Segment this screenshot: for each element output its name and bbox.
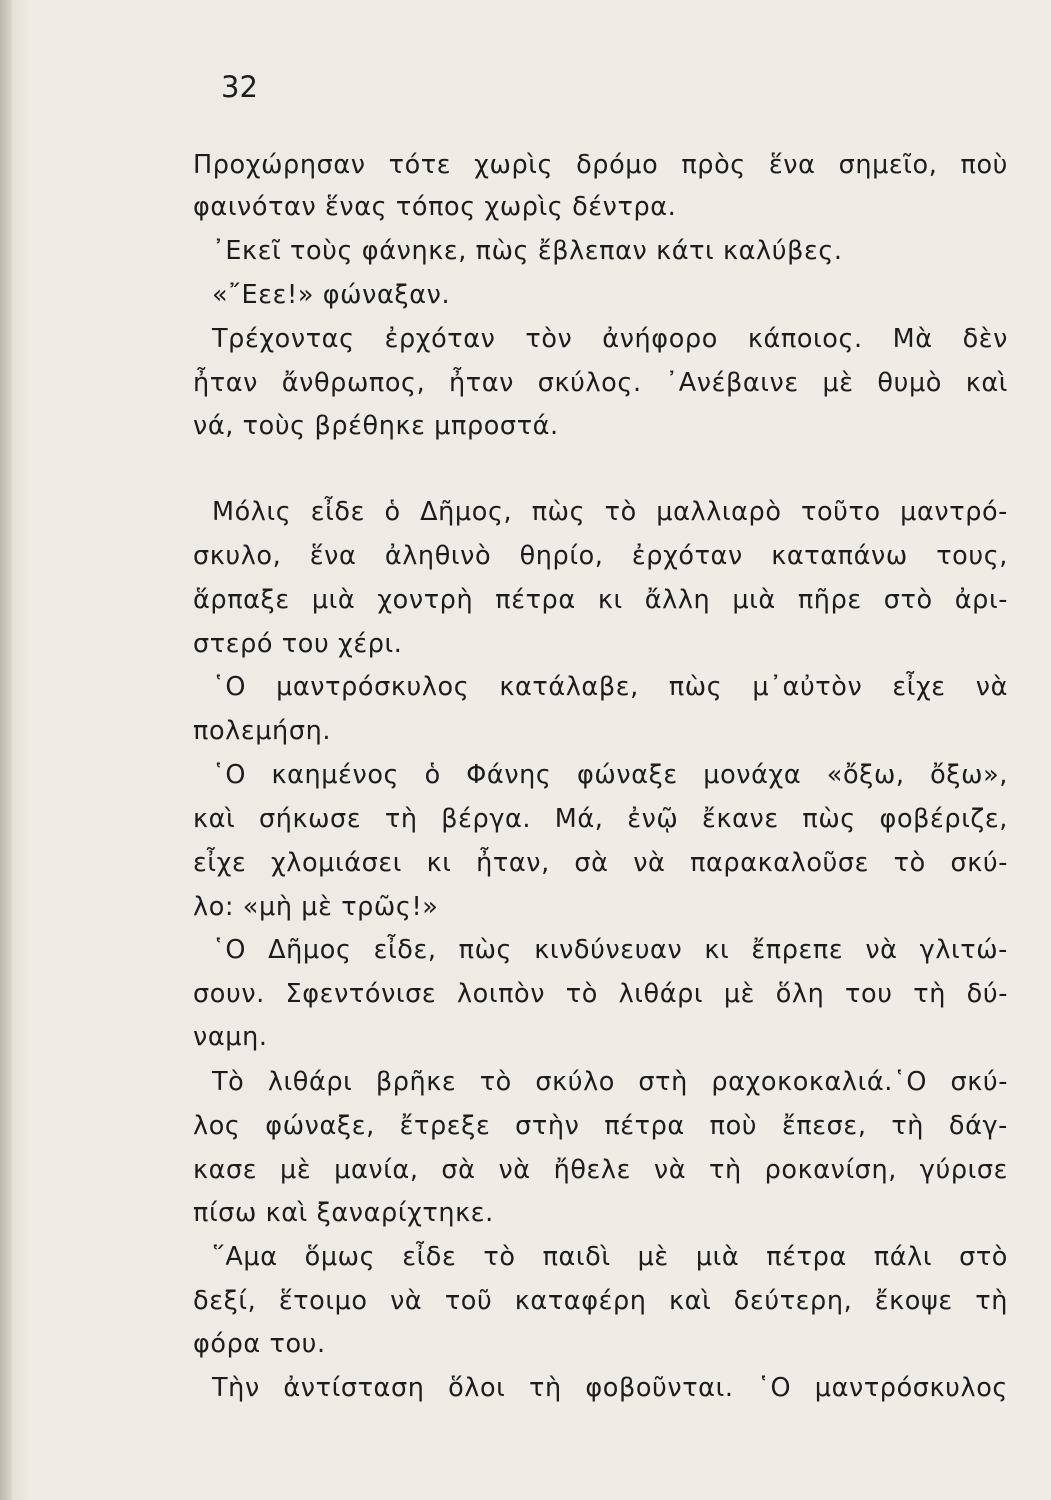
- text-line: πίσω καὶ ξαναρίχτηκε.: [193, 1198, 494, 1228]
- text-line: εἶχε χλομιάσει κι ἦταν, σὰ νὰ παρακαλοῦσε τὸ σκύ-: [193, 848, 1008, 878]
- page-number: 32: [221, 70, 258, 104]
- text-line: Μόλις εἶδε ὁ Δῆμος, πὼς τὸ μαλλιαρὸ τοῦτο μαντρό-: [212, 497, 1008, 527]
- text-line: Τὴν ἀντίσταση ὅλοι τὴ φοβοῦνται. ῾Ο μαντρόσκυλος: [212, 1373, 1008, 1403]
- text-line: ῞Αμα ὅμως εἶδε τὸ παιδὶ μὲ μιὰ πέτρα πάλι στὸ: [212, 1242, 1008, 1272]
- text-line: ναμη.: [193, 1022, 268, 1052]
- text-line: ῾Ο καημένος ὁ Φάνης φώναξε μονάχα «ὄξω, ὄξω»,: [212, 760, 1008, 790]
- text-line: Τὸ λιθάρι βρῆκε τὸ σκύλο στὴ ραχοκοκαλιά.῾Ο σκύ-: [212, 1067, 1008, 1097]
- text-line: ἦταν ἄνθρωπος, ἦταν σκύλος. ᾿Ανέβαινε μὲ θυμὸ καὶ: [193, 368, 1008, 398]
- text-line: κασε μὲ μανία, σὰ νὰ ἤθελε νὰ τὴ ροκανίση, γύρισε: [193, 1155, 1008, 1185]
- text-line: ῾Ο Δῆμος εἶδε, πὼς κινδύνευαν κι ἔπρεπε νὰ γλιτώ-: [212, 935, 1008, 965]
- text-line: Τρέχοντας ἐρχόταν τὸν ἀνήφορο κάποιος. Μὰ δὲν: [212, 324, 1008, 354]
- text-line: ἅρπαξε μιὰ χοντρὴ πέτρα κι ἄλλη μιὰ πῆρε στὸ ἀρι-: [193, 585, 1008, 615]
- text-line: καὶ σήκωσε τὴ βέργα. Μά, ἐνῷ ἔκανε πὼς φοβέριζε,: [193, 804, 1008, 834]
- text-line: λος φώναξε, ἔτρεξε στὴν πέτρα ποὺ ἔπεσε, τὴ δάγ-: [193, 1111, 1008, 1141]
- text-line: στερό του χέρι.: [193, 629, 403, 659]
- text-line: πολεμήση.: [193, 716, 332, 746]
- text-line: νά, τοὺς βρέθηκε μπροστά.: [193, 411, 559, 441]
- text-line: Προχώρησαν τότε χωρὶς δρόμο πρὸς ἕνα σημεῖο, ποὺ: [193, 150, 1008, 180]
- text-line: λο: «μὴ μὲ τρῶς!»: [193, 892, 439, 922]
- page-binding-edge: [0, 0, 12, 1500]
- text-line: ᾿Εκεῖ τοὺς φάνηκε, πὼς ἔβλεπαν κάτι καλύβες.: [212, 236, 843, 266]
- text-line: σουν. Σφεντόνισε λοιπὸν τὸ λιθάρι μὲ ὅλη του τὴ δύ-: [193, 979, 1008, 1009]
- text-line: «῎Εεε!» φώναξαν.: [212, 280, 451, 310]
- text-line: ῾Ο μαντρόσκυλος κατάλαβε, πὼς μ᾿αὐτὸν εἶχε νὰ: [212, 672, 1008, 702]
- text-line: φαινόταν ἕνας τόπος χωρὶς δέντρα.: [193, 192, 677, 222]
- text-line: φόρα του.: [193, 1329, 326, 1359]
- text-line: δεξί, ἕτοιμο νὰ τοῦ καταφέρη καὶ δεύτερη, ἔκοψε τὴ: [193, 1286, 1008, 1316]
- text-line: σκυλο, ἕνα ἀληθινὸ θηρίο, ἐρχόταν καταπάνω τους,: [193, 541, 1008, 571]
